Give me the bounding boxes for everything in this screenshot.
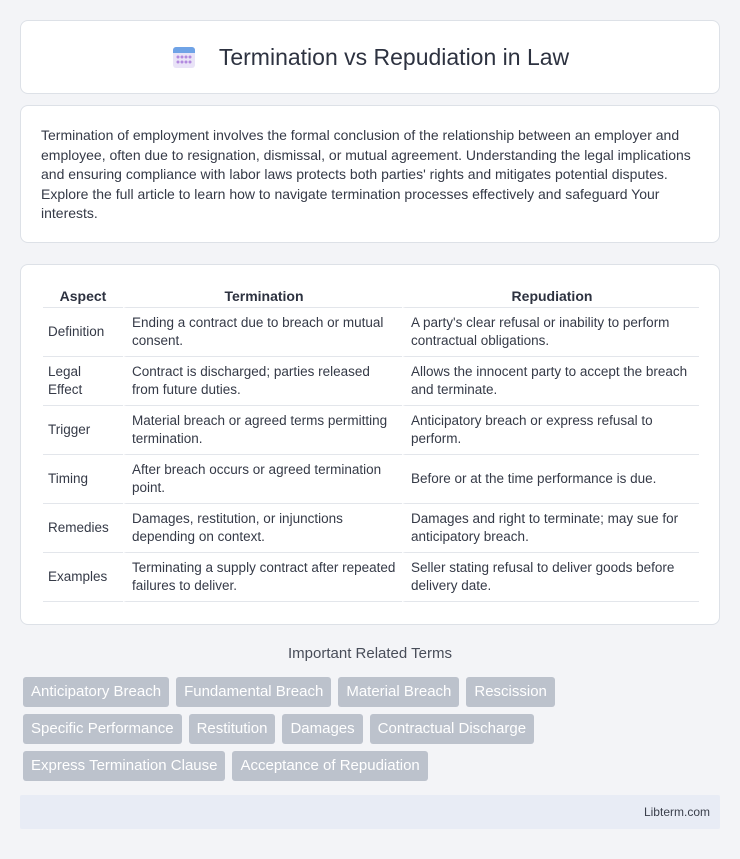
- tag-row: [23, 751, 723, 781]
- row-aspect: Timing: [43, 455, 123, 504]
- comparison-table-card: [20, 264, 720, 625]
- table-row: [43, 504, 699, 553]
- row-repudiation: Allows the innocent party to accept the breach and terminate.: [402, 357, 699, 406]
- table-row: [43, 406, 699, 455]
- row-repudiation: Seller stating refusal to deliver goods before delivery date.: [402, 553, 699, 602]
- row-aspect: Remedies: [43, 504, 123, 553]
- related-term-tag[interactable]: Acceptance of Repudiation: [232, 751, 427, 781]
- tag-row: [23, 714, 723, 744]
- footer: [20, 795, 720, 829]
- related-term-tag[interactable]: Fundamental Breach: [176, 677, 331, 707]
- tag-row: [23, 677, 723, 707]
- calendar-icon: [171, 44, 197, 70]
- row-repudiation: Damages and right to terminate; may sue for anticipatory breach.: [402, 504, 699, 553]
- row-termination: Contract is discharged; parties released from future duties.: [123, 357, 402, 406]
- related-term-tag[interactable]: Material Breach: [338, 677, 459, 707]
- header-aspect: Aspect: [43, 285, 123, 308]
- row-aspect: Definition: [43, 308, 123, 357]
- related-terms-list: [23, 677, 723, 788]
- table-header-row: [43, 285, 699, 308]
- row-termination: Material breach or agreed terms permitting termination.: [123, 406, 402, 455]
- related-term-tag[interactable]: Damages: [282, 714, 362, 744]
- header-card: [20, 20, 720, 94]
- row-repudiation: Anticipatory breach or express refusal to perform.: [402, 406, 699, 455]
- row-repudiation: Before or at the time performance is due.: [402, 455, 699, 504]
- table-row: [43, 455, 699, 504]
- table-row: [43, 308, 699, 357]
- related-term-tag[interactable]: Restitution: [189, 714, 276, 744]
- related-term-tag[interactable]: Contractual Discharge: [370, 714, 534, 744]
- page-title: Termination vs Repudiation in Law: [218, 43, 570, 70]
- row-termination: After breach occurs or agreed termination point.: [123, 455, 402, 504]
- row-termination: Ending a contract due to breach or mutual consent.: [123, 308, 402, 357]
- intro-card: [20, 105, 720, 243]
- intro-text: Termination of employment involves the formal conclusion of the relationship between an employer and employee, often due to resignation, dismissal, or mutual agreement. Understanding the legal implications and ensuring compliance with labor laws protects both parties' rights and mitigates potential disputes. Explore the full article to learn how to navigate termination processes effectively and safeguard Your interests.: [41, 127, 691, 221]
- related-term-tag[interactable]: Specific Performance: [23, 714, 182, 744]
- header-termination: Termination: [123, 285, 402, 308]
- row-aspect: Trigger: [43, 406, 123, 455]
- table-row: [43, 553, 699, 602]
- related-term-tag[interactable]: Rescission: [466, 677, 555, 707]
- row-repudiation: A party's clear refusal or inability to perform contractual obligations.: [402, 308, 699, 357]
- related-term-tag[interactable]: Express Termination Clause: [23, 751, 225, 781]
- comparison-table: [43, 285, 699, 602]
- row-aspect: Legal Effect: [43, 357, 123, 406]
- row-termination: Terminating a supply contract after repeated failures to deliver.: [123, 553, 402, 602]
- footer-site-link[interactable]: Libterm.com: [643, 805, 710, 819]
- row-aspect: Examples: [43, 553, 123, 602]
- related-terms-title: Important Related Terms: [288, 645, 452, 662]
- table-row: [43, 357, 699, 406]
- row-termination: Damages, restitution, or injunctions depending on context.: [123, 504, 402, 553]
- related-term-tag[interactable]: Anticipatory Breach: [23, 677, 169, 707]
- header-repudiation: Repudiation: [402, 285, 699, 308]
